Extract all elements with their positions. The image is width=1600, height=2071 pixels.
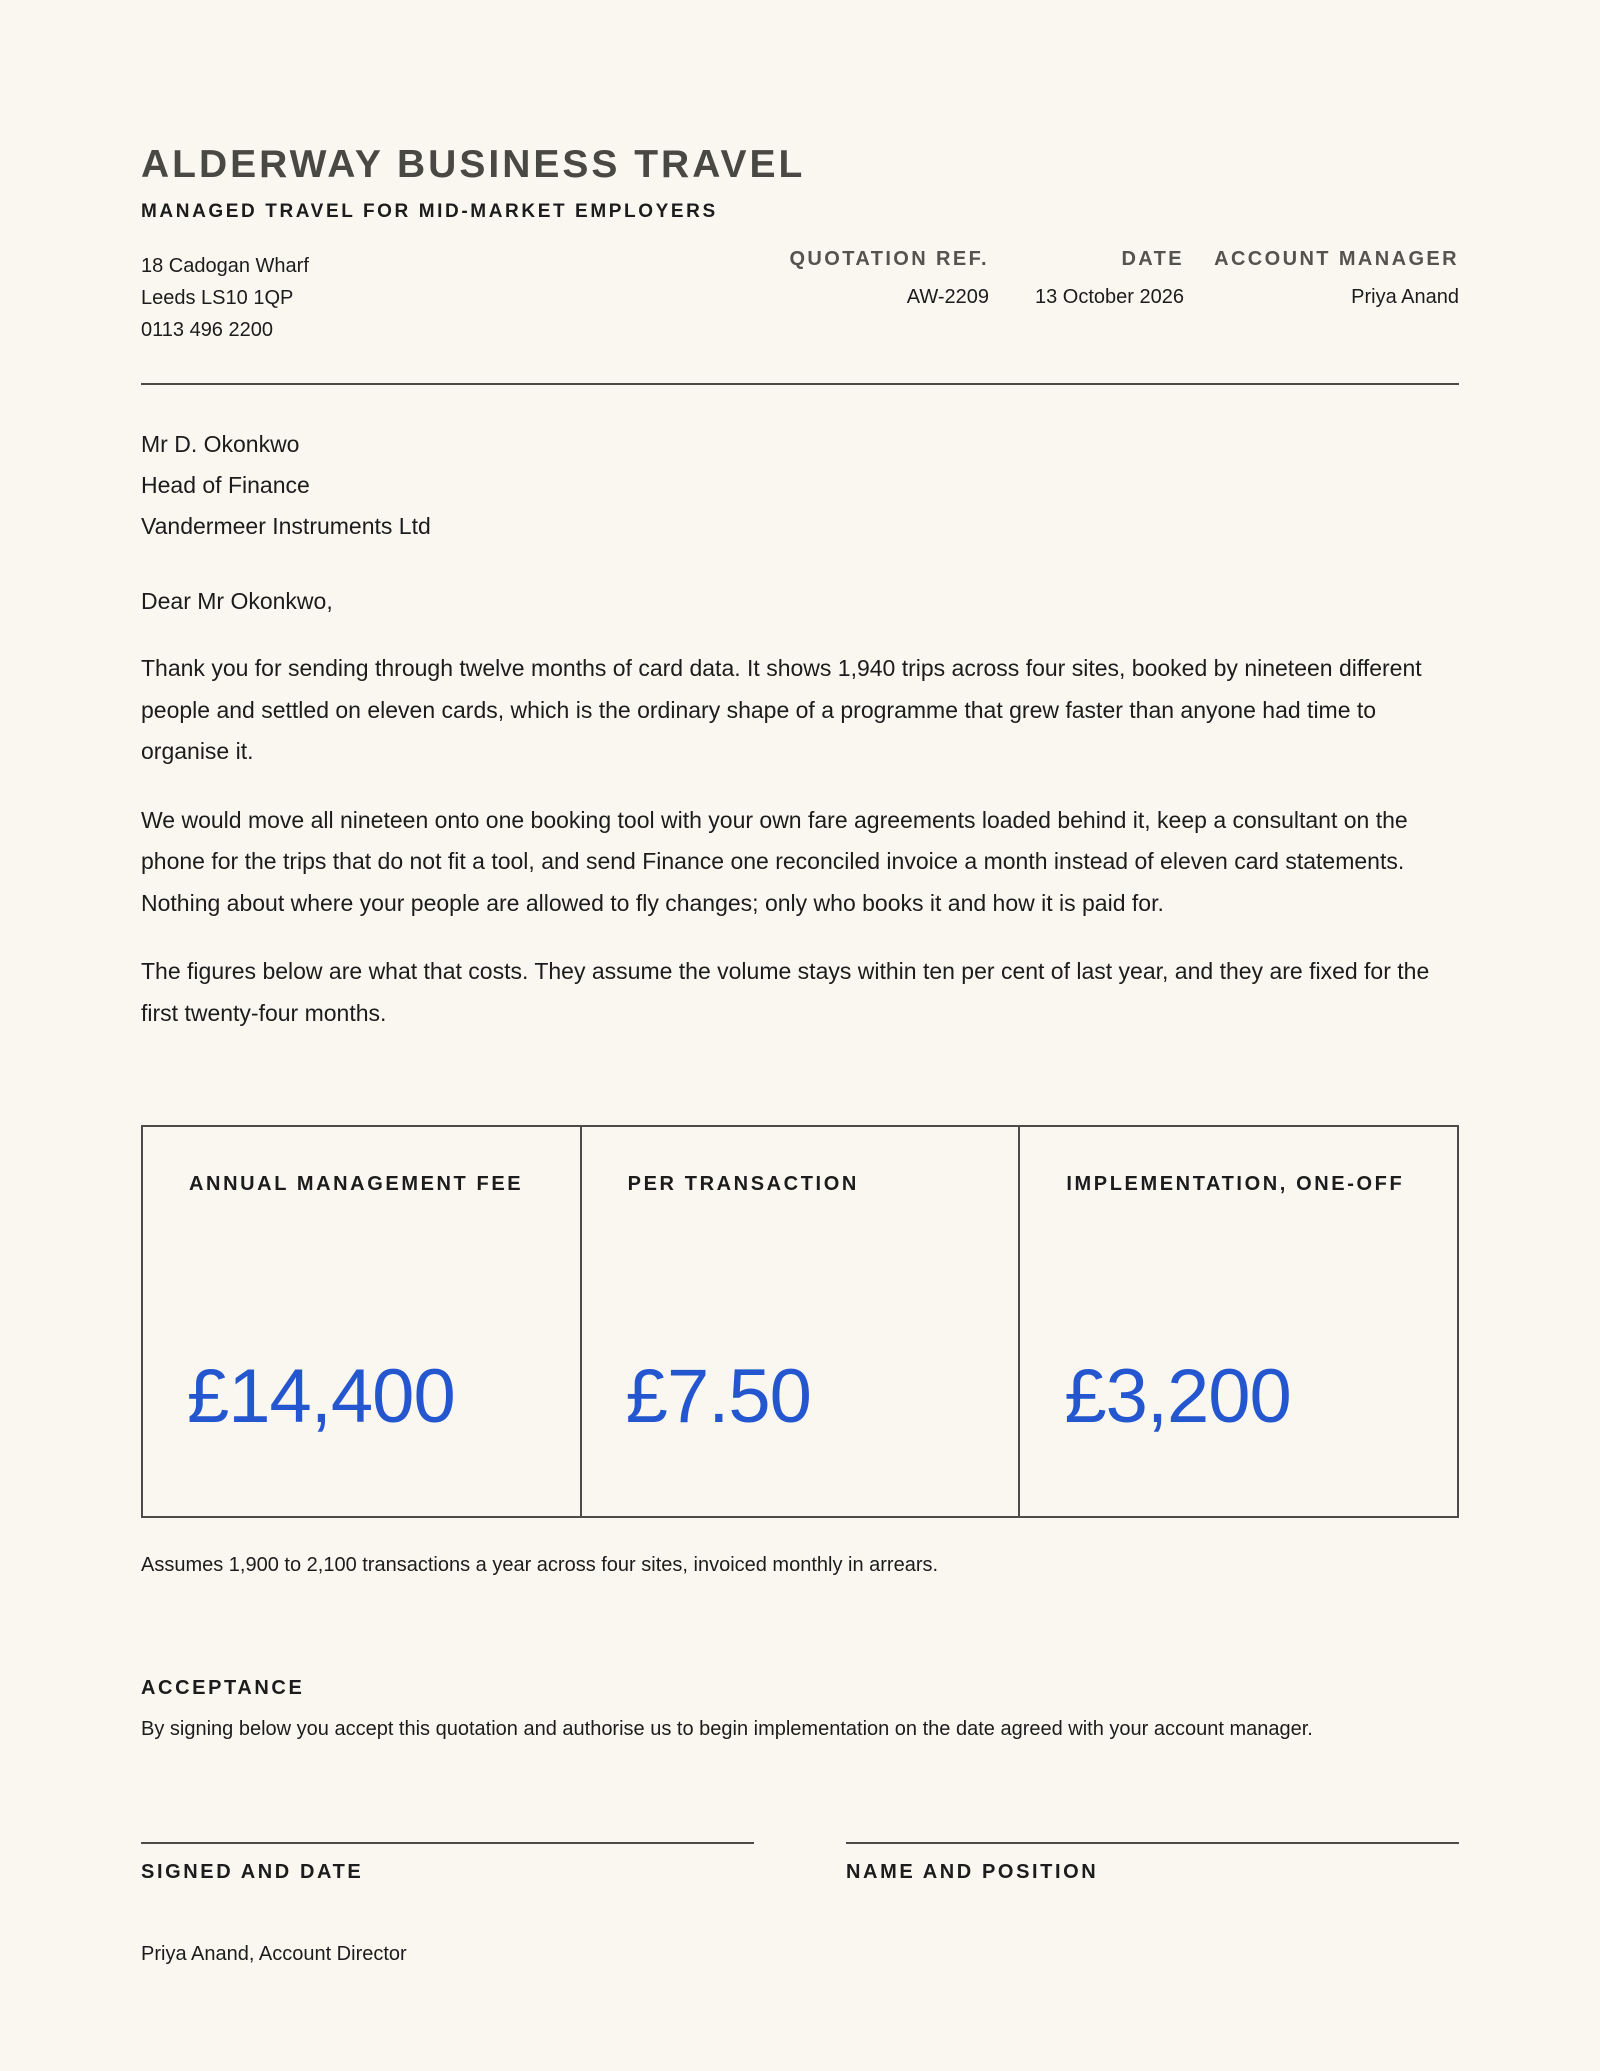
date-label: DATE — [1121, 248, 1184, 270]
date-block — [1035, 246, 1184, 310]
company-name: ALDERWAY BUSINESS TRAVEL — [141, 143, 806, 186]
fee-label: ANNUAL MANAGEMENT FEE — [189, 1173, 524, 1195]
fee-label: IMPLEMENTATION, ONE-OFF — [1066, 1173, 1405, 1195]
address-line-city: Leeds LS10 1QP — [141, 287, 294, 309]
name-and-position-label: NAME AND POSITION — [846, 1861, 1099, 1883]
account-manager-value: Priya Anand — [1351, 286, 1459, 308]
fee-value: £14,400 — [187, 1354, 455, 1439]
body-paragraph: We would move all nineteen onto one booking tool with your own fare agreements loaded behind it, keep a consultant on the phone for the trips that do not fit a tool, and send Finance one reconciled invoice a month instead of eleven card statements. Nothing about where your people are allowed to fly changes; only who books it and how it is paid for. — [141, 806, 1408, 916]
signed-and-date-label: SIGNED AND DATE — [141, 1861, 364, 1883]
company-address — [141, 250, 309, 346]
fee-cell-annual — [143, 1127, 582, 1516]
fee-cell-per-transaction — [582, 1127, 1021, 1516]
recipient-company: Vandermeer Instruments Ltd — [141, 513, 431, 539]
fee-assumption-note: Assumes 1,900 to 2,100 transactions a year across four sites, invoiced monthly in arrears. — [141, 1554, 939, 1576]
letter-body — [141, 648, 1459, 1061]
fee-value: £7.50 — [625, 1354, 811, 1439]
acceptance-heading: ACCEPTANCE — [141, 1677, 305, 1699]
account-manager-label: ACCOUNT MANAGER — [1214, 248, 1459, 270]
fee-table — [141, 1125, 1459, 1518]
fee-cell-implementation — [1020, 1127, 1457, 1516]
quotation-ref-label: QUOTATION REF. — [789, 248, 989, 270]
address-line-phone: 0113 496 2200 — [141, 319, 273, 341]
name-position-line[interactable] — [846, 1842, 1459, 1844]
company-tagline: MANAGED TRAVEL FOR MID-MARKET EMPLOYERS — [141, 201, 718, 222]
account-manager-block — [1214, 246, 1459, 310]
recipient-name: Mr D. Okonkwo — [141, 431, 300, 457]
body-paragraph: The figures below are what that costs. They assume the volume stays within ten per cent of last year, and they are fixed for the first twenty-four months. — [141, 958, 1430, 1026]
signature-line[interactable] — [141, 1842, 754, 1844]
quotation-letter — [141, 0, 1459, 2071]
fee-label: PER TRANSACTION — [627, 1173, 859, 1195]
body-paragraph: Thank you for sending through twelve months of card data. It shows 1,940 trips across four sites, booked by nineteen different people and settled on eleven cards, which is the ordinary shape of a programme that grew faster than anyone had time to organise it. — [141, 655, 1422, 764]
signatory-name: Priya Anand, Account Director — [141, 1943, 407, 1965]
address-line-street: 18 Cadogan Wharf — [141, 255, 309, 277]
salutation: Dear Mr Okonkwo, — [141, 588, 333, 614]
acceptance-text: By signing below you accept this quotation and authorise us to begin implementation on the date agreed with your account manager. — [141, 1718, 1313, 1740]
recipient-title: Head of Finance — [141, 472, 310, 498]
date-value: 13 October 2026 — [1035, 286, 1184, 308]
recipient-block — [141, 424, 431, 547]
fee-value: £3,200 — [1064, 1354, 1291, 1439]
header-divider — [141, 383, 1459, 385]
quotation-ref-block — [789, 246, 989, 310]
quotation-ref-value: AW-2209 — [906, 286, 989, 308]
